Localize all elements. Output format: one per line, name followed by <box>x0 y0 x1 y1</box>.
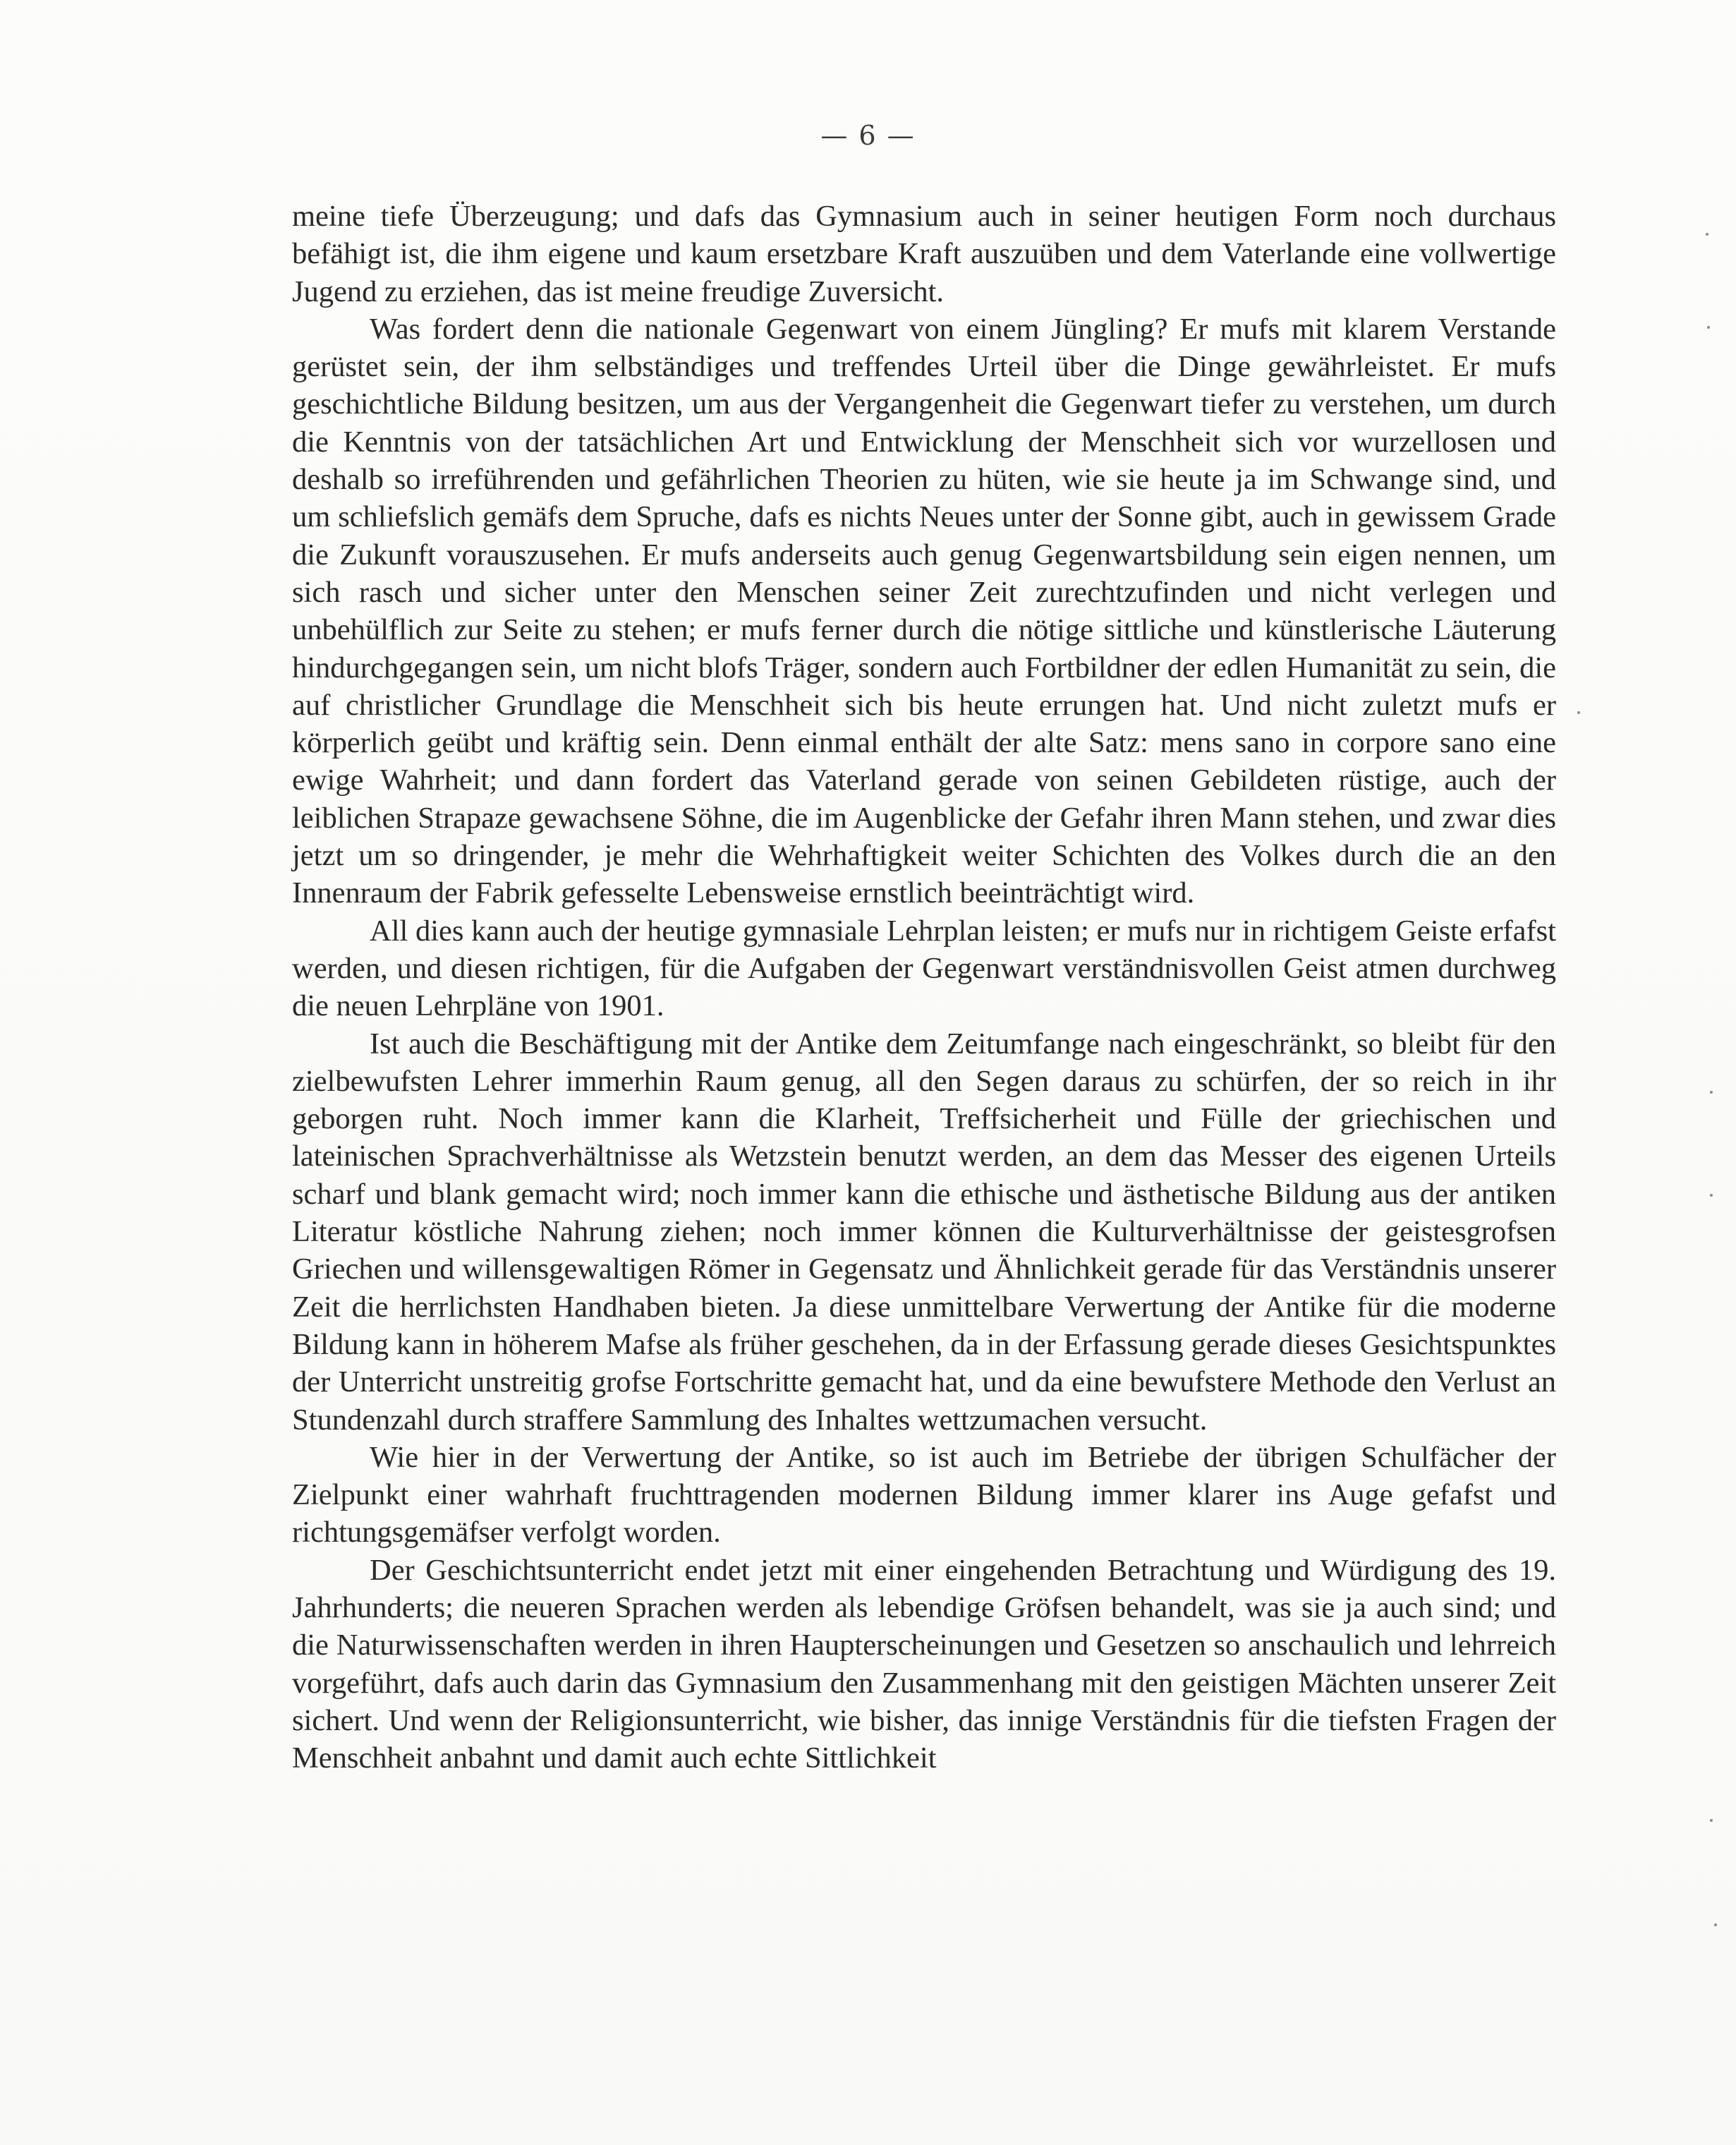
scan-speck <box>1714 1923 1717 1926</box>
scan-speck <box>1710 1194 1713 1197</box>
paragraph-6: Der Geschichtsunterricht endet jetzt mit einer eingehenden Betrachtung und Würdigung des 19. Jahrhunderts; die neueren Sprachen werden als lebendige Gröfsen behandelt, was sie ja auch sind; und die Naturwissenschaften werden in ihren Haupterscheinungen und Gesetzen so anschaulich und lehrreich vorgeführt, dafs auch darin das Gymnasium den Zusammenhang mit den geistigen Mächten unserer Zeit sichert. Und wenn der Religionsunterricht, wie bisher, das innige Verständnis für die tiefsten Fragen der Menschheit anbahnt und damit auch echte Sittlichkeit <box>292 1553 1556 1775</box>
page-number: — 6 — <box>820 120 916 151</box>
scan-speck <box>1710 1819 1713 1822</box>
scan-speck <box>1577 711 1580 714</box>
body-text <box>292 198 1556 1777</box>
paragraph-4: Ist auch die Beschäftigung mit der Antike dem Zeitumfange nach eingeschränkt, so bleibt für den zielbewufsten Lehrer immerhin Raum genug, all den Segen daraus zu schürfen, der so reich in ihr geborgen ruht. Noch immer kann die Klarheit, Treffsicherheit und Fülle der griechischen und lateinischen Sprachverhältnisse als Wetzstein benutzt werden, an dem das Messer des eigenen Urteils scharf und blank gemacht wird; noch immer kann die ethische und ästhetische Bildung aus der antiken Literatur köstliche Nahrung ziehen; noch immer können die Kulturverhältnisse der geistesgrofsen Griechen und willensgewaltigen Römer in Gegensatz und Ähnlichkeit gerade für das Verständnis unserer Zeit die herrlichsten Handhaben bieten. Ja diese unmittelbare Verwertung der Antike für die moderne Bildung kann in höherem Mafse als früher geschehen, da in der Erfassung gerade dieses Gesichtspunktes der Unterricht unstreitig grofse Fortschritte gemacht hat, und da eine bewufstere Methode den Verlust an Stundenzahl durch straffere Sammlung des Inhaltes wettzumachen versucht. <box>292 1027 1556 1437</box>
scan-speck <box>1707 326 1710 329</box>
paragraph-1: meine tiefe Überzeugung; und dafs das Gymnasium auch in seiner heutigen Form noch durchaus befähigt ist, die ihm eigene und kaum ersetzbare Kraft auszuüben und dem Vaterlande eine vollwertige Jugend zu erziehen, das ist meine freudige Zuversicht. <box>292 200 1556 308</box>
scan-speck <box>1710 1091 1713 1094</box>
scan-speck <box>1706 233 1708 236</box>
paragraph-3: All dies kann auch der heutige gymnasiale Lehrplan leisten; er mufs nur in richtigem Geiste erfafst werden, und diesen richtigen, für die Aufgaben der Gegenwart verständnisvollen Geist atmen durchweg die neuen Lehrpläne von 1901. <box>292 914 1556 1023</box>
paragraph-2: Was fordert denn die nationale Gegenwart von einem Jüngling? Er mufs mit klarem Verstande gerüstet sein, der ihm selbständiges und treffendes Urteil über die Dinge gewährleistet. Er mufs geschichtliche Bildung besitzen, um aus der Vergangenheit die Gegenwart tiefer zu verstehen, um durch die Kenntnis von der tatsächlichen Art und Entwicklung der Menschheit sich vor wurzellosen und deshalb so irreführenden und gefährlichen Theorien zu hüten, wie sie heute ja im Schwange sind, und um schliefslich gemäfs dem Spruche, dafs es nichts Neues unter der Sonne gibt, auch in gewissem Grade die Zukunft vorauszusehen. Er mufs anderseits auch genug Gegenwartsbildung sein eigen nennen, um sich rasch und sicher unter den Menschen seiner Zeit zurechtzufinden und nicht verlegen und unbehülflich zur Seite zu stehen; er mufs ferner durch die nötige sittliche und künstlerische Läuterung hindurchgegangen sein, um nicht blofs Träger, sondern auch Fortbildner der edlen Humanität zu sein, die auf christlicher Grundlage die Menschheit sich bis heute errungen hat. Und nicht zuletzt mufs er körperlich geübt und kräftig sein. Denn einmal enthält der alte Satz: mens sano in corpore sano eine ewige Wahrheit; und dann fordert das Vaterland gerade von seinen Gebildeten rüstige, auch der leiblichen Strapaze gewachsene Söhne, die im Augenblicke der Gefahr ihren Mann stehen, und zwar dies jetzt um so dringender, je mehr die Wehrhaftigkeit weiter Schichten des Volkes durch die an den Innenraum der Fabrik gefesselte Lebensweise ernstlich beeinträchtigt wird. <box>292 312 1556 910</box>
paragraph-5: Wie hier in der Verwertung der Antike, so ist auch im Betriebe der übrigen Schulfächer der Zielpunkt einer wahrhaft fruchttragenden modernen Bildung immer klarer ins Auge gefafst und richtungsgemäfser verfolgt worden. <box>292 1440 1556 1549</box>
